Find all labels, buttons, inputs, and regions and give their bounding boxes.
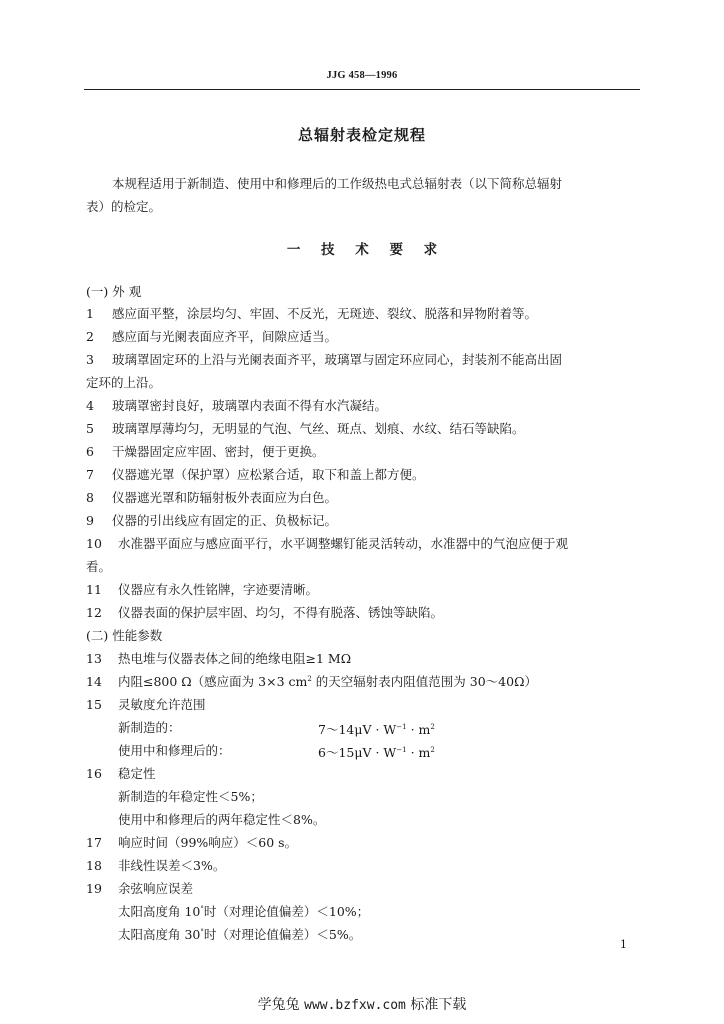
item-number: 8 [86,490,94,505]
subsection-performance: (二) 性能参数 [86,628,163,643]
stability-used: 使用中和修理后的两年稳定性＜8%。 [118,812,326,827]
item-number: 18 [86,858,102,873]
item-number: 10 [86,536,102,551]
list-item [86,490,337,506]
list-item [86,858,225,874]
item-number: 7 [86,467,94,482]
list-item [86,444,325,460]
item-number: 12 [86,605,102,620]
item-text: 水准器平面应与感应面平行，水平调整螺钉能灵活转动，水准器中的气泡应便于观 [118,536,569,551]
item-text: 干燥器固定应牢固、密封，便于更换。 [112,444,325,459]
superscript: 2 [307,674,312,683]
item-text: 感应面与光阑表面应齐平，间隙应适当。 [112,329,338,344]
sensitivity-used-label: 使用中和修理后的： [118,743,231,758]
item-text: 感应面平整，涂层均匀、牢固、不反光，无斑迹、裂纹、脱落和异物附着等。 [112,306,538,321]
page-title: 总辐射表检定规程 [297,126,426,144]
section-heading: 一 技 术 要 求 [286,242,438,258]
page-number: 1 [620,938,627,951]
item-number: 16 [86,766,102,781]
item-text: 仪器遮光罩（保护罩）应松紧合适，取下和盖上都方便。 [112,467,425,482]
list-item [86,536,568,552]
list-item [86,766,156,782]
document-code-header: JJG 458—1996 [326,70,398,81]
footer-download-label: 标准下载 [410,997,467,1013]
list-item [86,329,337,345]
list-item [86,306,537,322]
item-text: 看。 [86,559,112,574]
item-text: 定环的上沿。 [86,375,162,390]
cosine-30deg: 太阳高度角 30°时（对理论值偏差）＜5%。 [118,927,362,942]
item-number: 15 [86,697,102,712]
list-item-continuation [86,375,161,391]
item-text: 玻璃罩厚薄均匀，无明显的气泡、气丝、斑点、划痕、水纹、结石等缺陷。 [112,421,525,436]
footer-watermark [0,994,724,1014]
item-number: 5 [86,421,94,436]
item-number: 6 [86,444,94,459]
item-text: 稳定性 [118,766,156,781]
list-item [86,674,537,690]
sensitivity-new-label: 新制造的： [118,720,181,735]
list-item [86,352,562,368]
list-item [86,467,425,483]
item-text: 响应时间（99%响应）＜60 s。 [118,835,298,850]
item-number: 9 [86,513,94,528]
list-item [86,697,206,713]
item-number: 4 [86,398,94,413]
item-number: 17 [86,835,102,850]
list-item [86,651,351,667]
item-text: 玻璃罩密封良好，玻璃罩内表面不得有水汽凝结。 [112,398,388,413]
item-text: 仪器表面的保护层牢固、均匀，不得有脱落、锈蚀等缺陷。 [118,605,444,620]
item-number: 3 [86,352,94,367]
item-number: 13 [86,651,102,666]
item-number: 2 [86,329,94,344]
item-number: 19 [86,881,102,896]
list-item [86,881,193,897]
item-text: 的天空辐射表内阻值范围为 30～40Ω） [311,674,537,689]
item-text: 非线性误差＜3%。 [118,858,226,873]
item-text: 仪器遮光罩和防辐射板外表面应为白色。 [112,490,338,505]
item-text: 仪器应有永久性铭牌，字迹要清晰。 [118,582,319,597]
list-item [86,605,443,621]
footer-url-link[interactable]: www.bzfxw.com [304,998,406,1013]
sensitivity-used-value: 6～15μV · $W^{-1} \cdot m^2$ [318,745,435,760]
item-text: 内阻≤800 Ω（感应面为 3×3 cm [118,674,308,689]
list-item [86,835,297,851]
subsection-appearance: (一) 外 观 [86,284,142,299]
list-item-continuation [86,559,111,575]
intro-line-1: 本规程适用于新制造、使用中和修理后的工作级热电式总辐射表（以下简称总辐射 [112,176,563,191]
stability-new: 新制造的年稳定性＜5%； [118,789,263,804]
item-text: 余弦响应误差 [118,881,194,896]
footer-site-name: 学兔兔 [257,997,300,1013]
list-item [86,513,337,529]
item-text: 仪器的引出线应有固定的正、负极标记。 [112,513,338,528]
item-number: 14 [86,674,102,689]
cosine-10deg: 太阳高度角 10°时（对理论值偏差）＜10%； [118,904,370,919]
list-item [86,421,525,437]
item-text: 玻璃罩固定环的上沿与光阑表面齐平，玻璃罩与固定环应同心，封装剂不能高出固 [112,352,563,367]
item-text: 灵敏度允许范围 [118,697,206,712]
list-item [86,398,387,414]
header-rule [84,89,640,90]
item-number: 11 [86,582,102,597]
item-text: 热电堆与仪器表体之间的绝缘电阻≥1 MΩ [118,651,352,666]
intro-line-2: 表）的检定。 [86,199,162,214]
list-item [86,582,318,598]
item-number: 1 [86,306,94,321]
sensitivity-new-value: 7～14μV · $W^{-1} \cdot m^2$ [318,722,435,737]
